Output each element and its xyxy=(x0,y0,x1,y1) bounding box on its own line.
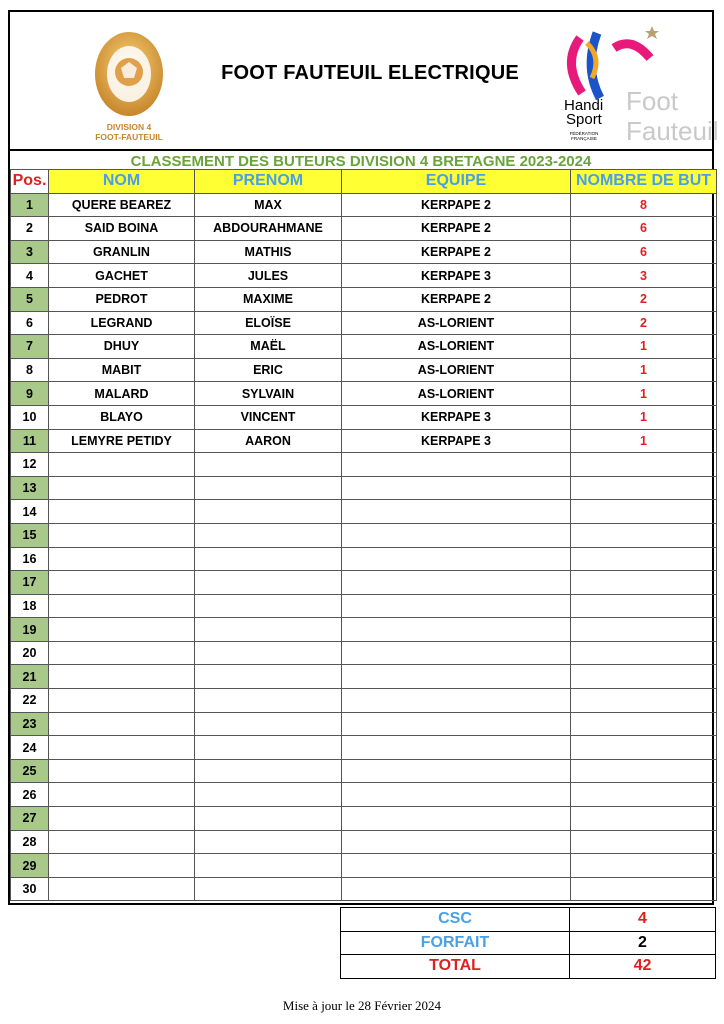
equipe-cell xyxy=(342,476,571,500)
buts-cell xyxy=(571,783,717,807)
logo-foot: Foot xyxy=(626,86,679,116)
buts-cell xyxy=(571,712,717,736)
nom-cell: SAID BOINA xyxy=(49,217,195,241)
table-row xyxy=(11,736,717,760)
table-row xyxy=(11,571,717,595)
nom-cell xyxy=(49,453,195,477)
table-row xyxy=(11,807,717,831)
table-row xyxy=(11,689,717,713)
table-row xyxy=(11,665,717,689)
table-row xyxy=(11,783,717,807)
table-row xyxy=(11,830,717,854)
buts-cell: 6 xyxy=(571,217,717,241)
totals-row-forfait xyxy=(341,931,716,955)
prenom-cell: ELOÏSE xyxy=(195,311,342,335)
equipe-cell xyxy=(342,783,571,807)
buts-cell xyxy=(571,877,717,901)
prenom-cell xyxy=(195,830,342,854)
nom-cell xyxy=(49,877,195,901)
equipe-cell: KERPAPE 3 xyxy=(342,264,571,288)
prenom-cell xyxy=(195,712,342,736)
buts-cell: 2 xyxy=(571,311,717,335)
table-header-row xyxy=(11,170,717,194)
pos-cell: 27 xyxy=(11,807,49,831)
prenom-cell xyxy=(195,736,342,760)
pos-cell: 6 xyxy=(11,311,49,335)
buts-cell xyxy=(571,618,717,642)
buts-cell: 6 xyxy=(571,240,717,264)
pos-cell: 30 xyxy=(11,877,49,901)
equipe-cell xyxy=(342,689,571,713)
prenom-cell: MAËL xyxy=(195,335,342,359)
pos-cell: 2 xyxy=(11,217,49,241)
pos-cell: 10 xyxy=(11,405,49,429)
page-title: FOOT FAUTEUIL ELECTRIQUE xyxy=(221,62,519,84)
equipe-cell: AS-LORIENT xyxy=(342,358,571,382)
nom-cell: QUERE BEAREZ xyxy=(49,193,195,217)
prenom-cell xyxy=(195,523,342,547)
pos-cell: 22 xyxy=(11,689,49,713)
total-value: 42 xyxy=(570,955,716,979)
table-row xyxy=(11,712,717,736)
header xyxy=(10,12,719,146)
buts-cell xyxy=(571,807,717,831)
pos-cell: 16 xyxy=(11,547,49,571)
table-row xyxy=(11,358,717,382)
buts-cell: 2 xyxy=(571,287,717,311)
buts-cell: 8 xyxy=(571,193,717,217)
pos-cell: 21 xyxy=(11,665,49,689)
prenom-cell xyxy=(195,500,342,524)
nom-cell: GACHET xyxy=(49,264,195,288)
logo-francaise: FRANÇAISE xyxy=(571,136,597,141)
prenom-cell: MAX xyxy=(195,193,342,217)
prenom-cell xyxy=(195,854,342,878)
nom-cell: LEGRAND xyxy=(49,311,195,335)
buts-cell xyxy=(571,830,717,854)
equipe-cell xyxy=(342,618,571,642)
pos-cell: 20 xyxy=(11,641,49,665)
table-row xyxy=(11,877,717,901)
logo-sport: Sport xyxy=(566,111,602,128)
equipe-cell xyxy=(342,854,571,878)
pos-cell: 19 xyxy=(11,618,49,642)
equipe-cell xyxy=(342,594,571,618)
nom-cell xyxy=(49,759,195,783)
equipe-cell xyxy=(342,712,571,736)
prenom-cell xyxy=(195,571,342,595)
prenom-cell: MAXIME xyxy=(195,287,342,311)
table-subtitle: CLASSEMENT DES BUTEURS DIVISION 4 BRETAGNE 2023-2024 xyxy=(10,149,712,173)
nom-cell: MABIT xyxy=(49,358,195,382)
equipe-cell xyxy=(342,453,571,477)
totals-row-total xyxy=(341,955,716,979)
equipe-cell xyxy=(342,547,571,571)
table-row xyxy=(11,287,717,311)
buts-cell xyxy=(571,594,717,618)
nom-cell xyxy=(49,523,195,547)
table-row xyxy=(11,476,717,500)
prenom-cell xyxy=(195,807,342,831)
equipe-cell xyxy=(342,736,571,760)
scorers-table xyxy=(10,169,717,901)
table-row xyxy=(11,429,717,453)
pos-cell: 7 xyxy=(11,335,49,359)
equipe-cell xyxy=(342,807,571,831)
equipe-cell: KERPAPE 3 xyxy=(342,405,571,429)
prenom-cell: AARON xyxy=(195,429,342,453)
buts-cell xyxy=(571,523,717,547)
pos-cell: 11 xyxy=(11,429,49,453)
table-row xyxy=(11,240,717,264)
nom-cell xyxy=(49,830,195,854)
buts-cell xyxy=(571,736,717,760)
logo-division-line2: FOOT-FAUTEUIL xyxy=(95,132,163,142)
prenom-cell xyxy=(195,476,342,500)
pos-cell: 13 xyxy=(11,476,49,500)
col-equipe-header: EQUIPE xyxy=(342,170,571,194)
prenom-cell xyxy=(195,547,342,571)
pos-cell: 9 xyxy=(11,382,49,406)
logo-federation: FÉDÉRATION xyxy=(569,131,599,136)
equipe-cell xyxy=(342,500,571,524)
logo-handi: Handi xyxy=(564,97,604,114)
nom-cell xyxy=(49,641,195,665)
prenom-cell xyxy=(195,594,342,618)
pos-cell: 5 xyxy=(11,287,49,311)
buts-cell xyxy=(571,641,717,665)
nom-cell xyxy=(49,547,195,571)
prenom-cell xyxy=(195,453,342,477)
nom-cell xyxy=(49,594,195,618)
table-row xyxy=(11,453,717,477)
forfait-value: 2 xyxy=(570,931,716,955)
equipe-cell: KERPAPE 2 xyxy=(342,287,571,311)
nom-cell: PEDROT xyxy=(49,287,195,311)
equipe-cell: KERPAPE 3 xyxy=(342,429,571,453)
prenom-cell xyxy=(195,689,342,713)
table-row xyxy=(11,547,717,571)
division4-emblem-icon xyxy=(84,24,174,149)
equipe-cell xyxy=(342,665,571,689)
pos-cell: 12 xyxy=(11,453,49,477)
totals-row-csc xyxy=(341,908,716,932)
total-label: TOTAL xyxy=(341,955,570,979)
buts-cell: 1 xyxy=(571,429,717,453)
pos-cell: 18 xyxy=(11,594,49,618)
buts-cell xyxy=(571,759,717,783)
buts-cell xyxy=(571,453,717,477)
buts-cell xyxy=(571,500,717,524)
totals-table xyxy=(340,907,716,979)
pos-cell: 3 xyxy=(11,240,49,264)
buts-cell: 3 xyxy=(571,264,717,288)
table-row xyxy=(11,854,717,878)
prenom-cell: SYLVAIN xyxy=(195,382,342,406)
equipe-cell xyxy=(342,523,571,547)
table-row xyxy=(11,382,717,406)
buts-cell: 1 xyxy=(571,335,717,359)
nom-cell xyxy=(49,807,195,831)
prenom-cell: MATHIS xyxy=(195,240,342,264)
equipe-cell xyxy=(342,759,571,783)
equipe-cell: AS-LORIENT xyxy=(342,335,571,359)
nom-cell xyxy=(49,665,195,689)
buts-cell: 1 xyxy=(571,405,717,429)
nom-cell xyxy=(49,736,195,760)
logo-fauteuil: Fauteuil xyxy=(626,116,719,146)
nom-cell: GRANLIN xyxy=(49,240,195,264)
pos-cell: 8 xyxy=(11,358,49,382)
equipe-cell: KERPAPE 2 xyxy=(342,240,571,264)
prenom-cell: ABDOURAHMANE xyxy=(195,217,342,241)
nom-cell xyxy=(49,689,195,713)
pos-cell: 23 xyxy=(11,712,49,736)
nom-cell xyxy=(49,476,195,500)
table-row xyxy=(11,594,717,618)
equipe-cell: AS-LORIENT xyxy=(342,311,571,335)
buts-cell xyxy=(571,665,717,689)
table-row xyxy=(11,335,717,359)
prenom-cell xyxy=(195,665,342,689)
buts-cell xyxy=(571,689,717,713)
table-row xyxy=(11,217,717,241)
logo-division-line1: DIVISION 4 xyxy=(106,122,152,132)
pos-cell: 28 xyxy=(11,830,49,854)
prenom-cell xyxy=(195,618,342,642)
nom-cell xyxy=(49,712,195,736)
update-footer: Mise à jour le 28 Février 2024 xyxy=(282,998,442,1013)
table-row xyxy=(11,523,717,547)
prenom-cell xyxy=(195,877,342,901)
prenom-cell xyxy=(195,783,342,807)
pos-cell: 4 xyxy=(11,264,49,288)
table-row xyxy=(11,193,717,217)
equipe-cell xyxy=(342,571,571,595)
nom-cell xyxy=(49,500,195,524)
nom-cell: MALARD xyxy=(49,382,195,406)
nom-cell: BLAYO xyxy=(49,405,195,429)
nom-cell xyxy=(49,618,195,642)
pos-cell: 17 xyxy=(11,571,49,595)
equipe-cell: KERPAPE 2 xyxy=(342,217,571,241)
nom-cell: DHUY xyxy=(49,335,195,359)
table-row xyxy=(11,264,717,288)
pos-cell: 1 xyxy=(11,193,49,217)
nom-cell: LEMYRE PETIDY xyxy=(49,429,195,453)
buts-cell xyxy=(571,547,717,571)
pos-cell: 25 xyxy=(11,759,49,783)
equipe-cell xyxy=(342,877,571,901)
nom-cell xyxy=(49,854,195,878)
col-nom-header: NOM xyxy=(49,170,195,194)
buts-cell xyxy=(571,571,717,595)
col-pos-header: Pos. xyxy=(11,170,49,194)
forfait-label: FORFAIT xyxy=(341,931,570,955)
prenom-cell xyxy=(195,641,342,665)
pos-cell: 29 xyxy=(11,854,49,878)
handisport-logo-icon xyxy=(552,18,724,148)
prenom-cell: VINCENT xyxy=(195,405,342,429)
equipe-cell xyxy=(342,830,571,854)
buts-cell xyxy=(571,854,717,878)
equipe-cell: AS-LORIENT xyxy=(342,382,571,406)
prenom-cell: ERIC xyxy=(195,358,342,382)
table-row xyxy=(11,618,717,642)
buts-cell: 1 xyxy=(571,358,717,382)
table-row xyxy=(11,500,717,524)
csc-value: 4 xyxy=(570,908,716,932)
table-row xyxy=(11,759,717,783)
nom-cell xyxy=(49,783,195,807)
equipe-cell xyxy=(342,641,571,665)
csc-label: CSC xyxy=(341,908,570,932)
nom-cell xyxy=(49,571,195,595)
table-row xyxy=(11,641,717,665)
table-row xyxy=(11,311,717,335)
prenom-cell xyxy=(195,759,342,783)
col-prenom-header: PRENOM xyxy=(195,170,342,194)
col-buts-header: NOMBRE DE BUT xyxy=(571,170,717,194)
pos-cell: 24 xyxy=(11,736,49,760)
buts-cell xyxy=(571,476,717,500)
equipe-cell: KERPAPE 2 xyxy=(342,193,571,217)
pos-cell: 26 xyxy=(11,783,49,807)
pos-cell: 15 xyxy=(11,523,49,547)
pos-cell: 14 xyxy=(11,500,49,524)
table-row xyxy=(11,405,717,429)
buts-cell: 1 xyxy=(571,382,717,406)
prenom-cell: JULES xyxy=(195,264,342,288)
